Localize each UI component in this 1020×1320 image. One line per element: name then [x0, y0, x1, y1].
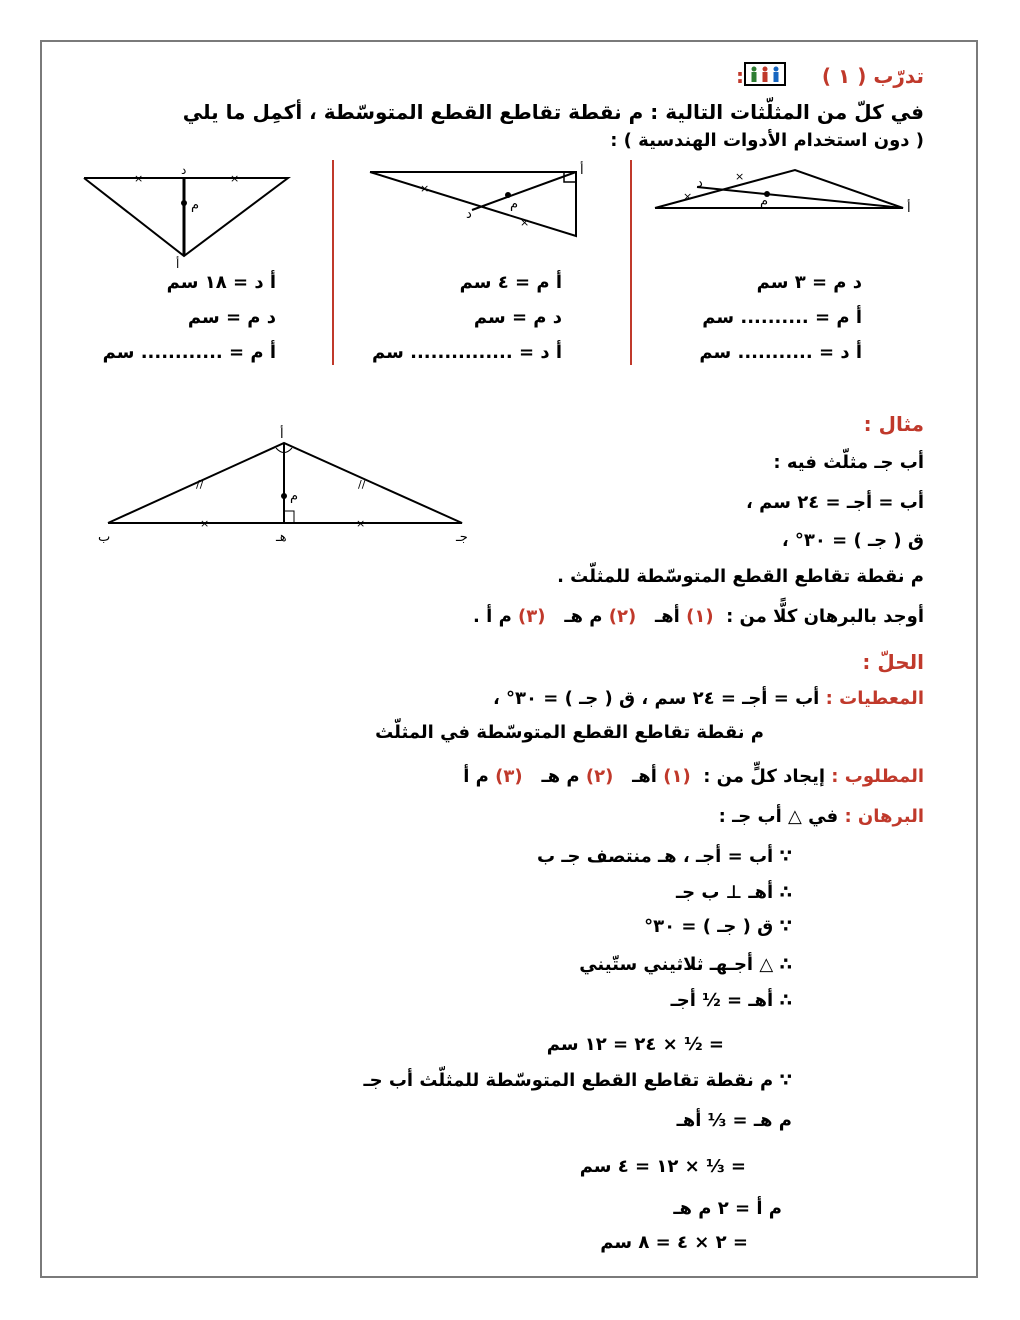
proof-line-6: = ½ × ٢٤ = ١٢ سم — [546, 1034, 724, 1055]
triangle-3-label-d: د — [181, 163, 187, 177]
triangle-1-question-2: أ د = ........... سم — [699, 342, 862, 363]
proof-line-1: ∵ أب = أجـ ، هـ منتصف جـ ب — [537, 846, 792, 867]
solution-required-prefix: إيجاد كلٍّ من : — [703, 766, 825, 787]
example-find-num-1: (١) — [686, 606, 714, 627]
triangle-3-label-a: أ — [176, 257, 180, 270]
proof-line-2: ∴ أهـ ⊥ ب جـ — [675, 882, 792, 903]
proof-line-3: ∵ ق ( جـ ) = ٣٠° — [644, 916, 792, 937]
solution-givens — [493, 688, 924, 709]
training-instruction: في كلّ من المثلّثات التالية : م نقطة تقاطع القطع المتوسّطة ، أكمِل ما يلي — [182, 100, 924, 124]
proof-line-5: ∴ أهـ = ½ أجـ — [670, 990, 792, 1011]
svg-text:×: × — [230, 172, 240, 185]
training-colon: : — [736, 64, 744, 88]
solution-proof-intro: في △ أب جـ : — [718, 806, 839, 827]
triangle-2-question-1: د م = سم — [473, 307, 562, 328]
triangle-3-given: أ د = ١٨ سم — [166, 272, 276, 293]
example-triangle-figure — [90, 425, 490, 550]
example-line-1: أب جـ مثلّث فيه : — [773, 452, 924, 473]
triangle-3-label-m: م — [191, 198, 200, 213]
example-line-2: أب = أجـ = ٢٤ سم ، — [746, 492, 924, 513]
svg-text:×: × — [200, 517, 210, 530]
svg-text:×: × — [683, 190, 693, 203]
svg-text:×: × — [520, 216, 530, 229]
triangle-2-given: أ م = ٤ سم — [459, 272, 562, 293]
proof-line-11: = ٢ × ٤ = ٨ سم — [600, 1232, 748, 1253]
triangle-2-label-a: أ — [580, 163, 584, 178]
example-find-num-2: (٢) — [608, 606, 637, 627]
example-label-b: ب — [98, 530, 111, 545]
solution-required-label: المطلوب : — [831, 766, 924, 787]
proof-line-7: ∵ م نقطة تقاطع القطع المتوسّطة للمثلّث أب جـ — [363, 1070, 792, 1091]
solution-required-item-3: م أ — [463, 766, 489, 787]
column-divider — [630, 160, 632, 365]
solution-proof-label: البرهان : — [844, 806, 924, 827]
triangle-figure-2 — [360, 160, 600, 245]
training-title: تدرّب ( ١ ) — [821, 64, 924, 88]
example-label-j: جـ — [456, 530, 468, 545]
solution-proof-header — [719, 806, 924, 827]
example-find-prefix: أوجد بالبرهان كلًّا من : — [726, 606, 924, 627]
example-find-item-3: م أ . — [473, 606, 512, 627]
triangle-3-question-1: د م = سم — [187, 307, 276, 328]
proof-line-10: م أ = ٢ م هـ — [673, 1198, 782, 1219]
example-label-m: م — [290, 489, 299, 504]
reading-people-icon — [744, 62, 786, 86]
triangle-figure-1 — [645, 160, 925, 230]
svg-text:×: × — [356, 517, 366, 530]
column-divider — [332, 160, 334, 365]
svg-text:×: × — [735, 170, 745, 183]
example-line-4: م نقطة تقاطع القطع المتوسّطة للمثلّث . — [557, 566, 924, 587]
solution-required-num-2: (٢) — [585, 766, 614, 787]
triangle-figure-3 — [78, 160, 298, 270]
solution-required-item-2: م هـ — [541, 766, 580, 787]
solution-required-item-1: أهـ — [632, 766, 657, 787]
solution-givens-line-2: م نقطة تقاطع القطع المتوسّطة في المثلّث — [375, 722, 764, 743]
triangle-2-question-2: أ د = ............... سم — [372, 342, 562, 363]
proof-line-9: = ⅓ × ١٢ = ٤ سم — [579, 1156, 746, 1177]
proof-line-8: م هـ = ⅓ أهـ — [676, 1110, 792, 1131]
example-label-a: أ — [280, 427, 284, 442]
example-find-num-3: (٣) — [518, 606, 546, 627]
solution-heading: الحلّ : — [862, 650, 924, 674]
example-find — [473, 606, 924, 627]
svg-text://: // — [358, 478, 366, 491]
proof-line-4: ∴ △ أجـهـ ثلاثيني ستّيني — [579, 954, 792, 975]
solution-required-num-3: (٣) — [495, 766, 523, 787]
example-line-3: ق ( جـ ) = ٣٠° ، — [781, 530, 924, 551]
svg-text:×: × — [134, 172, 144, 185]
triangle-1-label-d: د — [697, 176, 703, 191]
example-find-item-1: أهـ — [654, 606, 680, 627]
triangle-2-label-d: د — [466, 207, 472, 222]
example-find-item-2: م هـ — [564, 606, 603, 627]
solution-givens-label: المعطيات : — [825, 688, 924, 709]
triangle-1-given: د م = ٣ سم — [756, 272, 862, 293]
triangle-3-question-2: أ م = ............ سم — [102, 342, 276, 363]
solution-givens-text: أب = أجـ = ٢٤ سم ، ق ( جـ ) = ٣٠° ، — [492, 688, 820, 709]
example-label-h: هـ — [276, 530, 287, 545]
solution-required — [463, 766, 924, 787]
example-heading: مثال : — [863, 412, 924, 436]
svg-text:×: × — [420, 182, 430, 195]
training-note: ( دون استخدام الأدوات الهندسية ) : — [610, 130, 924, 151]
triangle-2-label-m: م — [510, 197, 519, 212]
triangle-1-label-a: أ — [907, 201, 911, 216]
triangle-1-label-m: م — [760, 194, 769, 209]
solution-required-num-1: (١) — [663, 766, 691, 787]
triangle-1-question-1: أ م = .......... سم — [702, 307, 862, 328]
svg-text://: // — [196, 478, 204, 491]
